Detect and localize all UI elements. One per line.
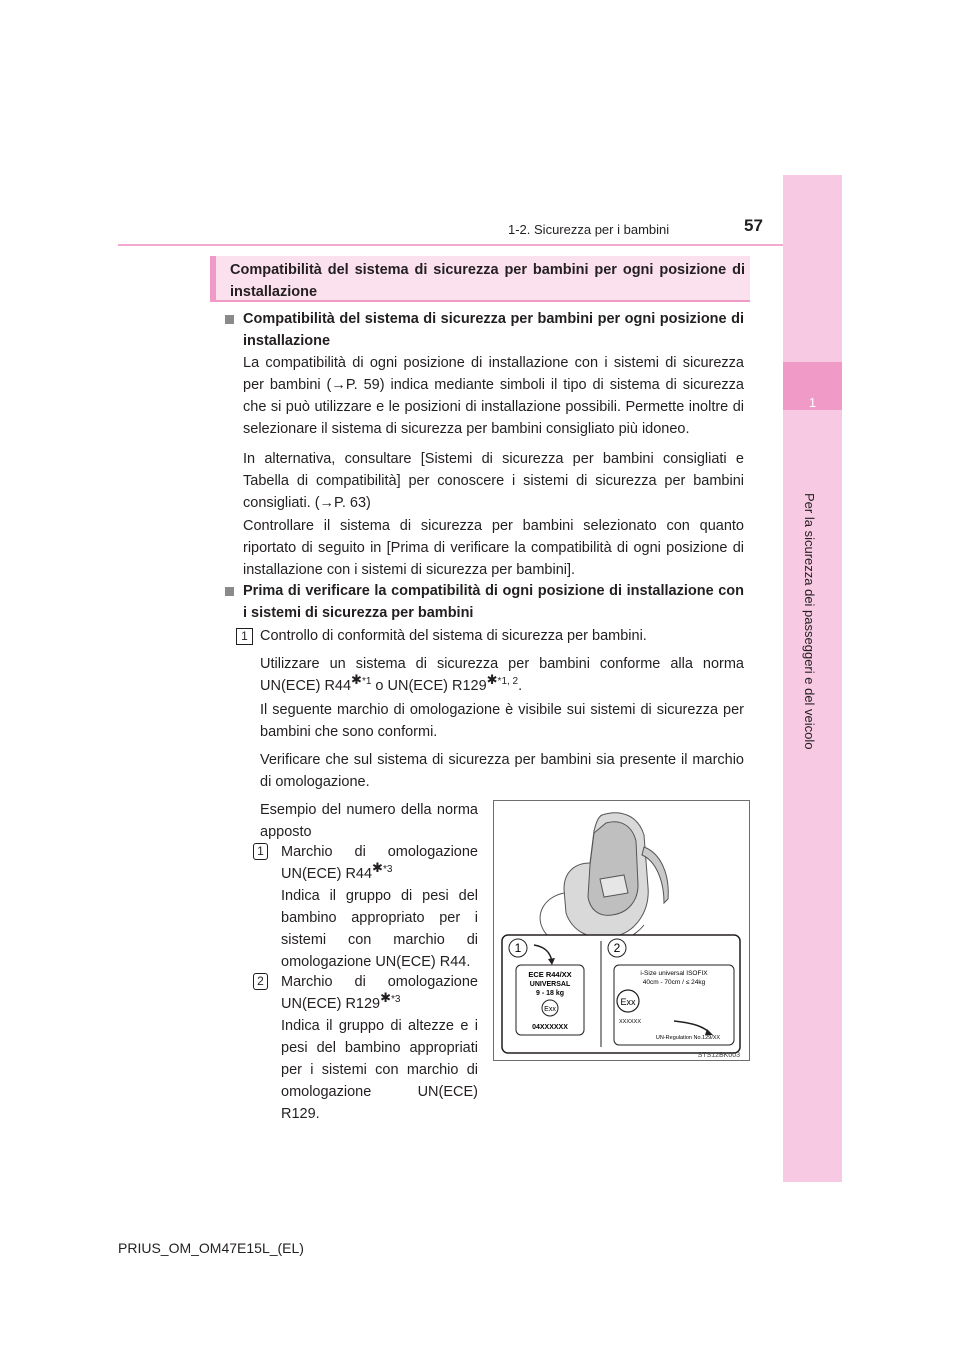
r44-code: 04XXXXXX xyxy=(532,1024,568,1031)
r129-regulation: UN-Regulation No.129/XX xyxy=(655,1035,721,1041)
item-number: 1 xyxy=(253,843,268,860)
item-title: Marchio di omologazione UN(ECE) R129 xyxy=(281,974,478,1012)
section-heading xyxy=(210,256,750,302)
r129-line2: 40cm - 70cm / ≤ 24kg xyxy=(642,979,706,986)
paragraph: La compatibilità di ogni posizione di installazione con i sistemi di sicurezza per bambini (→P. 59) indica mediante simboli il tipo di sistema di sicurezza che si può utilizzare e le posizioni di installazione possibili. Permette inoltre di selezionare il sistema di sicurezza per bambini consigliato più idoneo. xyxy=(243,355,744,437)
item-number: 2 xyxy=(253,973,268,990)
r129-emark: Exx xyxy=(620,997,636,1007)
footnote-ref: ✱*1, 2 xyxy=(486,672,519,688)
section-title: 1-2. Sicurezza per i bambini xyxy=(508,222,670,237)
item-text: Indica il gruppo di pesi del bambino appropriato per i sistemi con marchio di omologazione UN(ECE) R44. xyxy=(281,888,478,970)
step-number: 1 xyxy=(236,628,253,645)
r44-emark: Exx xyxy=(544,1006,556,1013)
paragraph-text: o UN(ECE) R129 xyxy=(371,678,487,694)
footnote-ref: ✱*3 xyxy=(380,990,401,1006)
chapter-number: 1 xyxy=(808,395,817,410)
header-rule xyxy=(118,244,783,246)
r44-line2: UNIVERSAL xyxy=(529,981,571,988)
chapter-sidebar xyxy=(783,175,842,1182)
subheading-before-verify: Prima di verificare la compatibilità di ogni posizione di installazione con i sistemi di sicurezza per bambini xyxy=(243,583,744,621)
section-heading-text: Compatibilità del sistema di sicurezza per bambini per ogni posizione di installazione xyxy=(230,262,745,300)
figure-code: STS12BK003 xyxy=(697,1052,740,1059)
item-description xyxy=(281,841,478,973)
bullet-square-icon xyxy=(225,587,234,596)
paragraph xyxy=(260,653,744,697)
document-code: PRIUS_OM_OM47E15L_(EL) xyxy=(118,1240,304,1256)
paragraph: Il seguente marchio di omologazione è visibile sui sistemi di sicurezza per bambini che sono conformi. xyxy=(260,702,744,740)
figure-label-2: 2 xyxy=(613,941,621,955)
child-seat-icon xyxy=(540,813,668,948)
item-description xyxy=(281,971,478,1125)
paragraph: In alternativa, consultare [Sistemi di sicurezza per bambini consigliati e Tabella di compatibilità] per conoscere i sistemi di sicurezza per bambini consigliati. (→P. 63) xyxy=(243,451,744,511)
paragraph: Verificare che sul sistema di sicurezza per bambini sia presente il marchio di omologazione. xyxy=(260,752,744,790)
r129-code: XXXXXX xyxy=(619,1019,642,1025)
paragraph-text: . xyxy=(518,678,523,694)
child-seat-illustration xyxy=(494,801,749,1060)
footnote-ref: ✱*3 xyxy=(372,860,393,876)
paragraph: Controllare il sistema di sicurezza per bambini selezionato con quanto riportato di seguito in [Prima di verificare la compatibilità di ogni posizione di installazione con i sistemi di sicurezza per bambini]. xyxy=(243,518,744,578)
bullet-square-icon xyxy=(225,315,234,324)
footnote-ref: ✱*1 xyxy=(351,672,372,688)
item-title: Marchio di omologazione UN(ECE) R44 xyxy=(281,844,478,882)
page-number: 57 xyxy=(744,216,763,235)
figure-child-seat-approval xyxy=(493,800,750,1061)
r44-line1: ECE R44/XX xyxy=(528,970,572,979)
item-text: Indica il gruppo di altezze e i pesi del bambino appropriati per i sistemi con marchio di omologazione UN(ECE) R129. xyxy=(281,1018,478,1122)
r129-line1: i-Size universal ISOFIX xyxy=(640,970,708,977)
chapter-title: Per la sicurezza dei passeggeri e del veicolo xyxy=(802,493,817,750)
example-label: Esempio del numero della norma apposto xyxy=(260,802,478,840)
step-text: Controllo di conformità del sistema di sicurezza per bambini. xyxy=(260,628,647,644)
figure-label-1: 1 xyxy=(514,941,522,955)
subheading-compatibility: Compatibilità del sistema di sicurezza per bambini per ogni posizione di installazione xyxy=(243,311,744,349)
r44-line3: 9 - 18 kg xyxy=(535,990,565,997)
paragraph-text: Utilizzare un sistema di sicurezza per bambini conforme alla norma UN(ECE) R44 xyxy=(260,656,744,694)
